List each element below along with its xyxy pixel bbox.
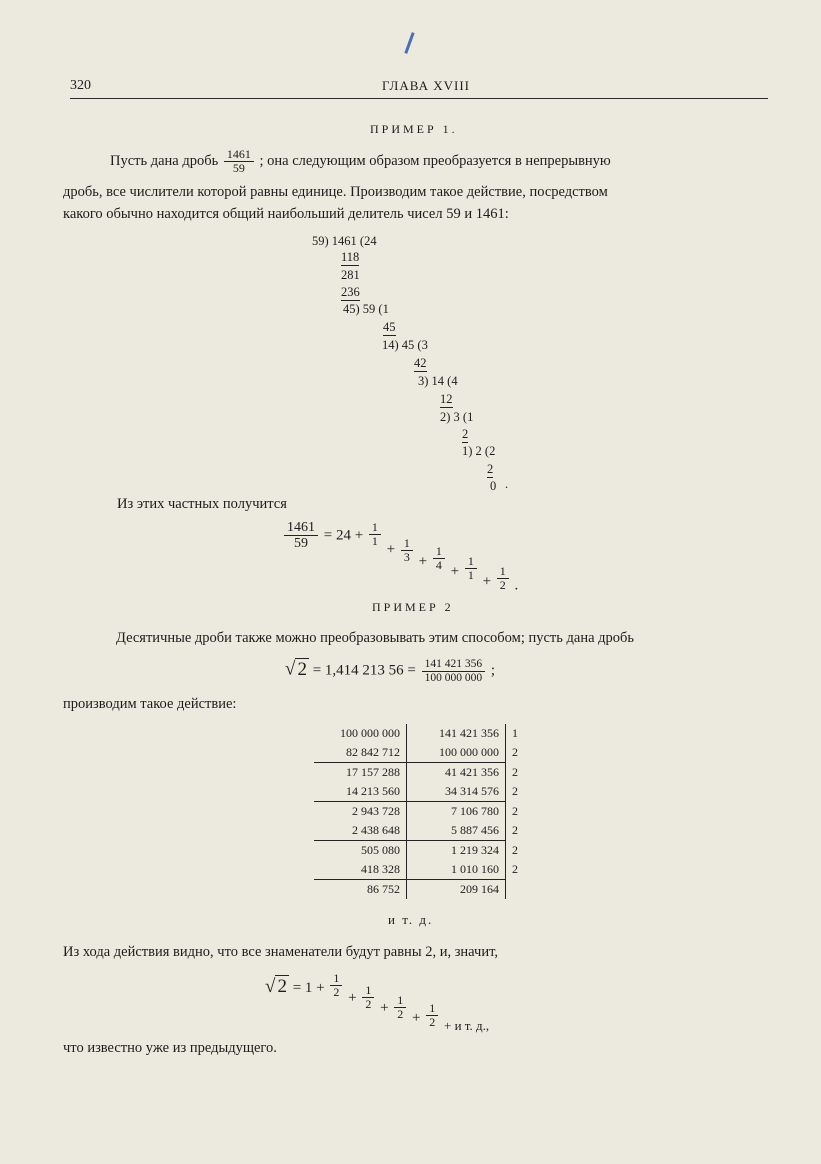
- table-cell: 505 080: [314, 841, 407, 861]
- table-cell: 418 328: [314, 860, 407, 880]
- cf-plus: +: [418, 553, 428, 570]
- table-row: [314, 763, 536, 783]
- numerator: 1: [426, 1002, 438, 1016]
- cf-term: [369, 521, 381, 548]
- cf-term: [362, 984, 374, 1011]
- table-row: [314, 821, 536, 841]
- table-cell: 209 164: [407, 880, 506, 900]
- denominator: 2: [429, 1015, 436, 1030]
- decimal-fraction: [422, 658, 486, 684]
- denominator: 1: [467, 568, 474, 583]
- table-row: [314, 880, 536, 900]
- cf-term: [401, 537, 413, 564]
- denominator: 100 000 000: [424, 671, 483, 684]
- header-rule: [70, 98, 768, 99]
- division-row: 59) 1461 (24: [312, 234, 377, 248]
- table-row: [314, 841, 536, 861]
- division-row: 118: [341, 250, 360, 264]
- cf-plus: +: [348, 990, 357, 1007]
- example2-title: ПРИМЕР 2: [372, 600, 454, 614]
- numerator: 141 421 356: [422, 658, 486, 672]
- table-cell: 100 000 000: [407, 743, 506, 763]
- numerator: 1: [369, 521, 381, 535]
- division-row: 45) 59 (1: [343, 302, 389, 316]
- numerator: 1461: [284, 520, 318, 536]
- continued-fraction-sqrt2: [265, 972, 489, 1034]
- continued-fraction-1461-59: [282, 520, 518, 594]
- radicand: 2: [277, 976, 287, 998]
- example1-para-line2: дробь, все числители которой равны единице. Производим такое действие, посредством: [63, 184, 608, 200]
- denominator: 2: [333, 985, 340, 1000]
- cf-term: [433, 545, 445, 572]
- table-row: [314, 782, 536, 802]
- denominator: 2: [365, 997, 372, 1012]
- radical-sign: √: [285, 658, 296, 680]
- numerator: 1: [497, 565, 509, 579]
- table-cell: 1 219 324: [407, 841, 506, 861]
- division-row: 0: [490, 479, 497, 493]
- table-row: [314, 724, 536, 743]
- sqrt2-equation: [285, 658, 495, 684]
- table-cell: 7 106 780: [407, 802, 506, 822]
- division-row: 236: [341, 285, 360, 299]
- cf-plus: +: [412, 1010, 421, 1027]
- numerator: 1: [362, 984, 374, 998]
- division-row: 2: [487, 462, 494, 476]
- cf-eq: = 1 +: [292, 980, 325, 997]
- example2-line2: производим такое действие:: [63, 696, 237, 712]
- table-cell: 2: [512, 862, 518, 877]
- table-cell: 34 314 576: [407, 782, 506, 802]
- cf-plus: +: [482, 573, 492, 590]
- cf-term: [426, 1002, 438, 1029]
- table-row: [314, 743, 536, 763]
- division-row: 45: [383, 320, 396, 334]
- table-cell: 82 842 712: [314, 743, 407, 763]
- division-row: 2) 3 (1: [440, 410, 474, 424]
- example2-line4: что известно уже из предыдущего.: [63, 1040, 277, 1056]
- para-text: Пусть дана дробь: [110, 153, 219, 170]
- table-cell: 1 010 160: [407, 860, 506, 880]
- cf-plus: +: [386, 541, 396, 558]
- radicand: 2: [297, 658, 307, 680]
- table-cell: 100 000 000: [314, 724, 407, 743]
- cf-plus: +: [450, 563, 460, 580]
- table-cell: 2: [512, 764, 518, 779]
- table-cell: 41 421 356: [407, 763, 506, 783]
- division-end-dot: .: [505, 477, 509, 491]
- table-cell: 1: [512, 726, 518, 740]
- division-row: 42: [414, 356, 427, 370]
- cf-term: [394, 994, 406, 1021]
- table-cell: 2: [512, 842, 518, 857]
- division-row: 3) 14 (4: [418, 374, 458, 388]
- table-cell: 17 157 288: [314, 763, 407, 783]
- table-row: [314, 802, 536, 822]
- cf-period: .: [514, 577, 519, 594]
- semicolon: ;: [490, 662, 496, 679]
- cf-term: [330, 972, 342, 999]
- radical-sign: √: [265, 976, 276, 998]
- numerator: 1: [394, 994, 406, 1008]
- fraction-1461-59: [224, 148, 254, 175]
- sqrt2: [265, 975, 289, 997]
- table-cell: 141 421 356: [407, 724, 506, 743]
- denominator: 2: [499, 578, 506, 593]
- cf-tail: + и т. д.,: [444, 1018, 490, 1034]
- chapter-title: ГЛАВА XVIII: [382, 78, 470, 93]
- para-text: ; она следующим образом преобразуется в непрерывную: [259, 153, 611, 170]
- table-cell: 2 943 728: [314, 802, 407, 822]
- table-cell: 2: [512, 784, 518, 799]
- table-cell: 2: [512, 803, 518, 818]
- division-row: 12: [440, 392, 453, 406]
- division-row: 281: [341, 268, 360, 282]
- table-cell: 2: [512, 745, 518, 760]
- cf-lead-fraction: [284, 520, 318, 552]
- division-row: 14) 45 (3: [382, 338, 428, 352]
- page-number: 320: [70, 78, 91, 93]
- division-row: 2: [462, 427, 469, 441]
- sqrt2: [285, 658, 309, 680]
- division-row: 1) 2 (2: [462, 444, 496, 458]
- etc-text: и т. д.: [388, 912, 434, 927]
- cf-plus: +: [380, 1000, 389, 1017]
- table-cell: 2: [512, 823, 518, 838]
- denominator: 3: [403, 550, 410, 565]
- example1-para-line1: [110, 148, 611, 175]
- table-cell: [506, 880, 537, 900]
- numerator: 1461: [224, 148, 254, 162]
- example2-line1: Десятичные дроби также можно преобразовывать этим способом; пусть дана дробь: [116, 630, 635, 646]
- division-table: [314, 724, 536, 899]
- denominator: 1: [371, 534, 378, 549]
- table-row: [314, 860, 536, 880]
- table-cell: 86 752: [314, 880, 407, 900]
- result-intro: Из этих частных получится: [117, 496, 287, 512]
- denominator: 59: [232, 161, 245, 176]
- example1-title: ПРИМЕР 1.: [370, 122, 458, 136]
- numerator: 1: [433, 545, 445, 559]
- table-cell: 2 438 648: [314, 821, 407, 841]
- cf-term: [497, 565, 509, 592]
- sqrt-value: = 1,414 213 56 =: [312, 662, 416, 679]
- numerator: 1: [330, 972, 342, 986]
- denominator: 4: [435, 558, 442, 573]
- cf-term: [465, 555, 477, 582]
- table-cell: 5 887 456: [407, 821, 506, 841]
- denominator: 59: [294, 536, 308, 552]
- cf-eq: = 24 +: [323, 527, 364, 544]
- table-cell: 14 213 560: [314, 782, 407, 802]
- numerator: 1: [465, 555, 477, 569]
- ink-mark: [404, 32, 414, 54]
- example2-line3: Из хода действия видно, что все знаменатели будут равны 2, и, значит,: [63, 944, 498, 960]
- example1-para-line3: какого обычно находится общий наибольший делитель чисел 59 и 1461:: [63, 206, 509, 222]
- numerator: 1: [401, 537, 413, 551]
- denominator: 2: [397, 1007, 404, 1022]
